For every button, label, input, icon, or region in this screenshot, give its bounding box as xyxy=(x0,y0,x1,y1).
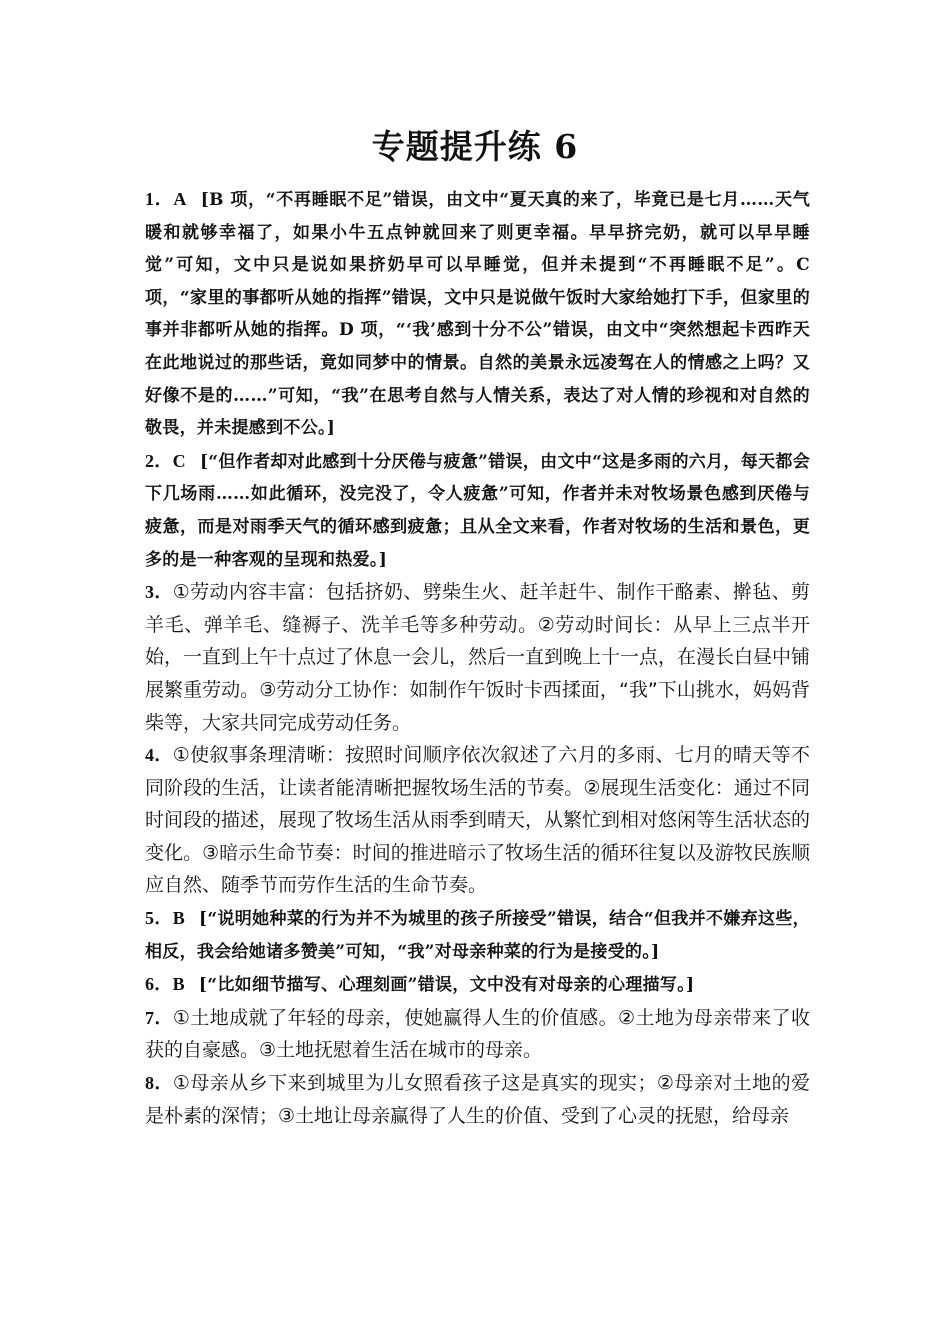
answer-item-3 xyxy=(145,576,810,739)
item-number: 7． xyxy=(145,1007,173,1028)
answer-list xyxy=(145,183,810,1132)
item-answer: B xyxy=(172,908,185,929)
answer-item-6 xyxy=(145,968,810,1002)
item-answer: B xyxy=(172,974,185,995)
item-text: [“但作者却对此感到十分厌倦与疲惫”错误，由文中“这是多雨的六月，每天都会下几场雨……如此循环，没完没了，令人疲惫”可知，作者并未对牧场景色感到厌倦与疲惫，而是对雨季天气的循环感到疲惫；且从全文来看，作者对牧场的生活和景色，更多的是一种客观的呈现和热爱。] xyxy=(145,451,810,570)
answer-item-1 xyxy=(145,183,810,445)
answer-item-8 xyxy=(145,1067,810,1132)
item-answer: A xyxy=(173,189,187,209)
item-number: 4． xyxy=(145,745,173,766)
answer-item-5 xyxy=(145,902,810,968)
item-number: 1． xyxy=(145,189,174,209)
answer-item-4 xyxy=(145,739,810,902)
item-text: ①土地成就了年轻的母亲，使她赢得人生的价值感。②土地为母亲带来了收获的自豪感。③土地抚慰着生活在城市的母亲。 xyxy=(145,1006,811,1062)
page-title: 专题提升练 6 xyxy=(371,127,579,166)
item-text: ①母亲从乡下来到城里为儿女照看孩子这是真实的现实；②母亲对土地的爱是朴素的深情；③土地让母亲赢得了人生的价值、受到了心灵的抚慰，给母亲 xyxy=(145,1072,811,1127)
answer-item-2 xyxy=(145,445,810,576)
item-text: ①劳动内容丰富：包括挤奶、劈柴生火、赶羊赶牛、制作干酪素、擀毡、剪羊毛、弹羊毛、缝褥子、洗羊毛等多种劳动。②劳动时间长：从早上三点半开始，一直到上午十点过了休息一会儿，然后一直到晚上十一点，在漫长白昼中铺展繁重劳动。③劳动分工协作：如制作午饭时卡西揉面，“我”下山挑水，妈妈背柴等，大家共同完成劳动任务。 xyxy=(145,581,811,734)
item-number: 8． xyxy=(145,1073,173,1094)
item-text: ①使叙事条理清晰：按照时间顺序依次叙述了六月的多雨、七月的晴天等不同阶段的生活，让读者能清晰把握牧场生活的节奏。②展现生活变化：通过不同时间段的描述，展现了牧场生活从雨季到晴天，从繁忙到相对悠闲等生活状态的变化。③暗示生命节奏：时间的推进暗示了牧场生活的循环往复以及游牧民族顺应自然、随季节而劳作生活的生命节奏。 xyxy=(145,744,811,897)
item-text: [B 项，“不再睡眠不足”错误，由文中“夏天真的来了，毕竟已是七月……天气暖和就够幸福了，如果小牛五点钟就回来了则更幸福。早早挤完奶，就可以早早睡觉”可知，文中只是说如果挤奶早可以早睡觉，但并未提到“不再睡眠不足”。C 项，“家里的事都听从她的指挥”错误，文中只是说做午饭时大家给她打下手，但家里的事并非都听从她的指挥。D 项，“‘我’感到十分不公”错误，由文中“突然想起卡西昨天在此地说过的那些话，竟如同梦中的情景。自然的美景永远凌驾在人的情感之上吗？又好像不是的……”可知，“我”在思考自然与人情关系，表达了对人情的珍视和对自然的敬畏，并未提感到不公。] xyxy=(145,190,810,439)
item-number: 2． xyxy=(145,450,173,471)
answer-item-7 xyxy=(145,1002,810,1067)
item-answer: C xyxy=(172,450,186,471)
item-text: [“比如细节描写、心理刻画”错误，文中没有对母亲的心理描写。] xyxy=(198,975,695,996)
item-number: 6． xyxy=(145,974,173,995)
item-number: 5． xyxy=(145,908,173,929)
item-number: 3． xyxy=(145,582,173,603)
item-text: [“说明她种菜的行为并不为城里的孩子所接受”错误，结合“但我并不嫌弃这些，相反，我会给她诸多赞美”可知，“我”对母亲种菜的行为是接受的。] xyxy=(145,909,810,962)
